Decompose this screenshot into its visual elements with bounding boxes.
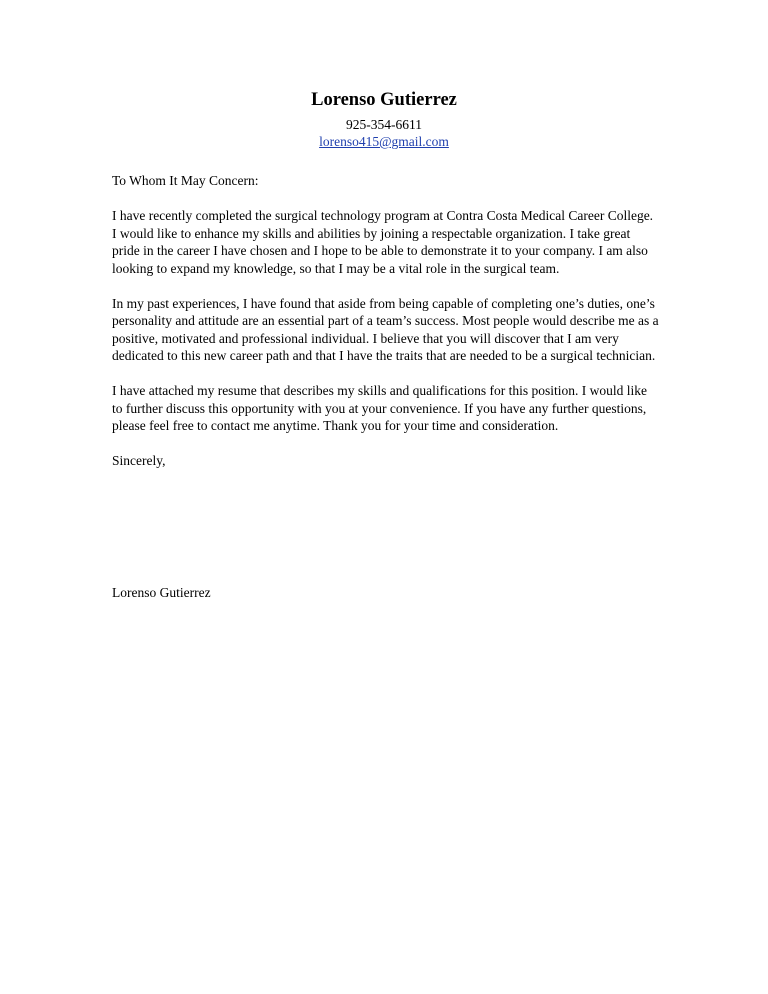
closing: Sincerely,: [112, 453, 166, 468]
paragraph-1: I have recently completed the surgical technology program at Contra Costa Medical Career College. I would like to enhance my skills and abilities by joining a respectable organization. I take great pride in the career I have chosen and I hope to be able to demonstrate it to your company. I am also looking to expand my knowledge, so that I may be a vital role in the surgical team.: [112, 208, 654, 276]
letter-header: [0, 88, 768, 151]
sender-phone: 925-354-6611: [346, 117, 422, 132]
sender-name: Lorenso Gutierrez: [311, 90, 457, 110]
signature-name: Lorenso Gutierrez: [112, 585, 211, 600]
letter-body: [112, 172, 660, 487]
paragraph-3: I have attached my resume that describes my skills and qualifications for this position. I would like to further discuss this opportunity with you at your convenience. If you have any further questions, please feel free to contact me anytime. Thank you for your time and consideration.: [112, 383, 648, 433]
sender-email-link[interactable]: lorenso415@gmail.com: [319, 134, 449, 149]
paragraph-2: In my past experiences, I have found that aside from being capable of completing one’s duties, one’s personality and attitude are an essential part of a team’s success. Most people would describe me as a positive, motivated and professional individual. I believe that you will discover that I am very dedicated to this new career path and that I have the traits that are needed to be a surgical technician.: [112, 295, 659, 363]
salutation: To Whom It May Concern:: [112, 173, 259, 188]
